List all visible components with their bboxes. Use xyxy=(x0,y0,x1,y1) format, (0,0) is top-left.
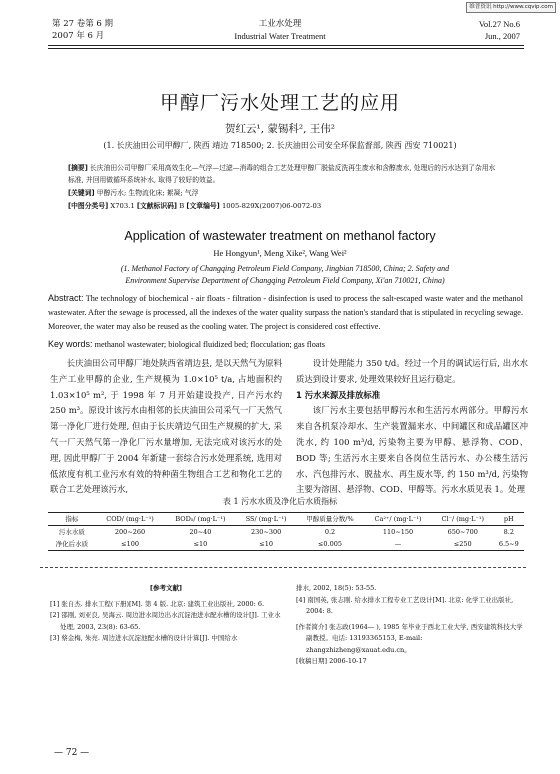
reference-item: [3] 蔡金梅, 朱亮. 周边进水沉淀池配水槽的设计计算[J]. 中国给水 xyxy=(50,634,238,642)
cls-value: X703.1 xyxy=(110,202,135,210)
header-vol-cn: 第 27 卷第 6 期 xyxy=(52,19,114,29)
article-title-cn: 甲醇厂污水处理工艺的应用 xyxy=(159,92,400,114)
body-left-column xyxy=(50,356,282,498)
header-journal xyxy=(170,18,390,42)
table-cell: — xyxy=(364,538,432,551)
body-paragraph: 该厂污水主要包括甲醇污水和生活污水两部分。甲醇污水来自各机泵冷却水、生产装置漏来水、中间罐区和成品罐区冲洗水, 约 100 m³/d, 污染物主要为甲醇、悬浮物、COD、BOD 等; 生活污水主要来自各岗位生活污水、办公楼生活污水、汽包排污水、脱盐水、再生废水等, 约 150 m³/d, 污染物主要为溶固、悬浮物、COD、甲醇等。污水水质见表 1。处理 xyxy=(296,405,528,495)
table-cell: ≤10 xyxy=(164,538,236,551)
header-journal-en: Industrial Water Treatment xyxy=(234,31,326,41)
page-break-divider xyxy=(40,567,526,568)
references-right xyxy=(296,583,528,668)
water-quality-table xyxy=(48,512,524,551)
page-number: — 72 — xyxy=(54,748,90,758)
affiliation-en-line2: Environment Supervise Department of Changqing Petroleum Field Company, Xi'an 710021, China) xyxy=(125,276,445,285)
affiliation-en-line1: (1. Methanol Factory of Changqing Petroleum Field Company, Jingbian 718500, China; 2. Safety and xyxy=(120,264,450,273)
table-cell: 污水水质 xyxy=(58,528,85,536)
abstract-en-text: The technology of biochemical - air floats - filtration - disinfection is used to process the salt-escaped waste water and the methanol wastewater. After the sewage is processed, all the indexes of the water quality surpass the nation's standard that is stipulated in recycling sewage. Moreover, the water may also be reused as the cooling water. The project is considered cost effective. xyxy=(48,294,523,331)
header-rule-thin xyxy=(48,48,524,49)
affiliation-cn: (1. 长庆油田公司甲醇厂, 陕西 靖边 718500; 2. 长庆油田公司安全环保监督部, 陕西 西安 710021) xyxy=(103,141,457,150)
table-cell: 0.2 xyxy=(324,528,336,536)
table-cell: 8.2 xyxy=(503,528,514,536)
table-header-cell: SS/ (mg·L⁻¹) xyxy=(237,513,296,526)
table-caption: 表 1 污水水质及净化后水质指标 xyxy=(222,497,338,506)
table-cell: 6.5~9 xyxy=(494,538,524,551)
table-header-cell: 甲醇质量分数/% xyxy=(296,513,364,526)
header-vol-en: Vol.27 No.6 xyxy=(478,19,520,29)
header-rule xyxy=(48,45,524,46)
table-header-cell: COD/ (mg·L⁻¹) xyxy=(96,513,165,526)
table-header-cell: BOD₅/ (mg·L⁻¹) xyxy=(164,513,236,526)
table-header-cell: Cl⁻/ (mg·L⁻¹) xyxy=(432,513,494,526)
reference-item: [1] 张自杰. 排水工程(下册)[M]. 第 4 版. 北京: 建筑工业出版社, 2000: 6. xyxy=(50,599,265,608)
table-cell: ≤10 xyxy=(237,538,296,551)
header-journal-cn: 工业水处理 xyxy=(258,19,302,29)
header-volume-cn xyxy=(52,18,113,42)
table-cell: 200~260 xyxy=(114,528,146,536)
table-cell: ≤250 xyxy=(432,538,494,551)
doc-value: B xyxy=(179,202,185,210)
received-date: [收稿日期] 2006-10-17 xyxy=(296,657,367,665)
section-heading: 1 污水来源及排放标准 xyxy=(296,389,381,400)
abstract-cn xyxy=(68,162,498,186)
article-title-en: Application of wastewater treatment on methanol factory xyxy=(124,229,436,243)
abstract-cn-label: [摘要] xyxy=(68,164,88,172)
table-cell: 650~700 xyxy=(447,528,478,536)
abstract-en-label: Abstract: xyxy=(48,293,84,303)
watermark-stamp: 维普资讯 http://www.cqvip.com xyxy=(466,2,556,13)
abstract-en xyxy=(48,291,523,334)
abstract-cn-text: 长庆油田公司甲醇厂采用高效生化—气浮—过滤—消毒的组合工艺处理甲醇厂脱盐反洗再生废水和含醇废水, 处理后的污水达到了杂用水标准, 并回用做循环系统补水, 取得了较好的效益。 xyxy=(68,164,496,184)
reference-item: [2] 邵刚, 刘亚良, 吴海云. 周边进水周边出水沉淀池进水配水槽的设计[J]. 工业水处理, 2003, 23(8): 63-65. xyxy=(50,611,281,631)
references-heading: [参考文献] xyxy=(150,584,182,592)
table-header-row xyxy=(48,513,524,526)
art-label: [文章编号] xyxy=(186,202,220,210)
table-cell: 230~300 xyxy=(251,528,282,536)
author-bio: [作者简介] 张志政(1964— ), 1985 年毕业于西北工业大学, 西安建筑科技大学副教授。电话: 13193365153, E-mail: zhangzhizheng@xauat.edu.cn。 xyxy=(296,622,523,654)
table-cell: ≤0.005 xyxy=(296,538,364,551)
table-cell: 20~40 xyxy=(189,528,212,536)
table-cell: 110~150 xyxy=(382,528,414,536)
body-right-column xyxy=(296,356,528,498)
table-header-cell: 指标 xyxy=(48,513,96,526)
table-row xyxy=(48,526,524,539)
body-paragraph: 长庆油田公司甲醇厂地处陕西省靖边县, 是以天然气为原料生产工业甲醇的企业, 生产规模为 1.0×10⁵ t/a, 占地面积约 1.03×10⁵ m², 于 1998 年 7 月开始建设投产, 日产污水约 250 m³。原设计该污水由相邻的长庆油田公司采气一厂天然气第一净化厂进行处理, 但由于长庆靖边气田生产规模的扩大, 采气一厂天然气第一净化厂污水量增加, 无法完成对该污水的处理, 因此甲醇厂于 2004 年新建一套综合污水处理系统, 选用对低浓度有机工业污水有效的特种菌生物组合工艺和物化工艺的联合工艺处理该污水, xyxy=(50,358,282,495)
header-volume-en xyxy=(479,18,520,42)
art-value: 1005-829X(2007)06-0072-03 xyxy=(221,202,322,210)
reference-item: [4] 南国英, 张志刚. 给水排水工程专业工艺设计[M]. 北京: 化学工业出版社, 2004: 8. xyxy=(296,595,514,615)
table-header-cell: pH xyxy=(494,513,524,526)
table-header-cell: Ca²⁺/ (mg·L⁻¹) xyxy=(364,513,432,526)
table-row xyxy=(48,538,524,551)
keywords-cn-text: 甲醇污水; 生物流化床; 絮凝; 气浮 xyxy=(96,189,199,197)
header-date-cn: 2007 年 6 月 xyxy=(52,31,105,41)
table-cell: 净化后水质 xyxy=(48,538,96,551)
authors-en: He Hongyun¹, Meng Xike², Wang Wei² xyxy=(213,248,347,258)
classification-cn xyxy=(68,200,498,212)
keywords-cn xyxy=(68,187,498,199)
references-left xyxy=(50,583,282,645)
reference-item: 排水, 2002, 18(5): 53-55. xyxy=(296,584,377,592)
cls-label: [中图分类号] xyxy=(68,202,109,210)
keywords-en-text: methanol wastewater; biological fluidized bed; flocculation; gas floats xyxy=(94,340,325,349)
header-date-en: Jun., 2007 xyxy=(484,31,520,41)
authors-cn: 贺红云¹, 蒙锡科², 王伟² xyxy=(225,123,335,135)
keywords-cn-label: [关键词] xyxy=(68,189,95,197)
doc-label: [文献标识码] xyxy=(136,202,178,210)
keywords-en-label: Key words: xyxy=(48,339,93,349)
body-paragraph: 设计处理能力 350 t/d。经过一个月的调试运行后, 出水水质达到设计要求, 处理效果较好且运行稳定。 xyxy=(296,358,528,384)
table-cell: ≤100 xyxy=(96,538,165,551)
keywords-en xyxy=(48,337,523,352)
